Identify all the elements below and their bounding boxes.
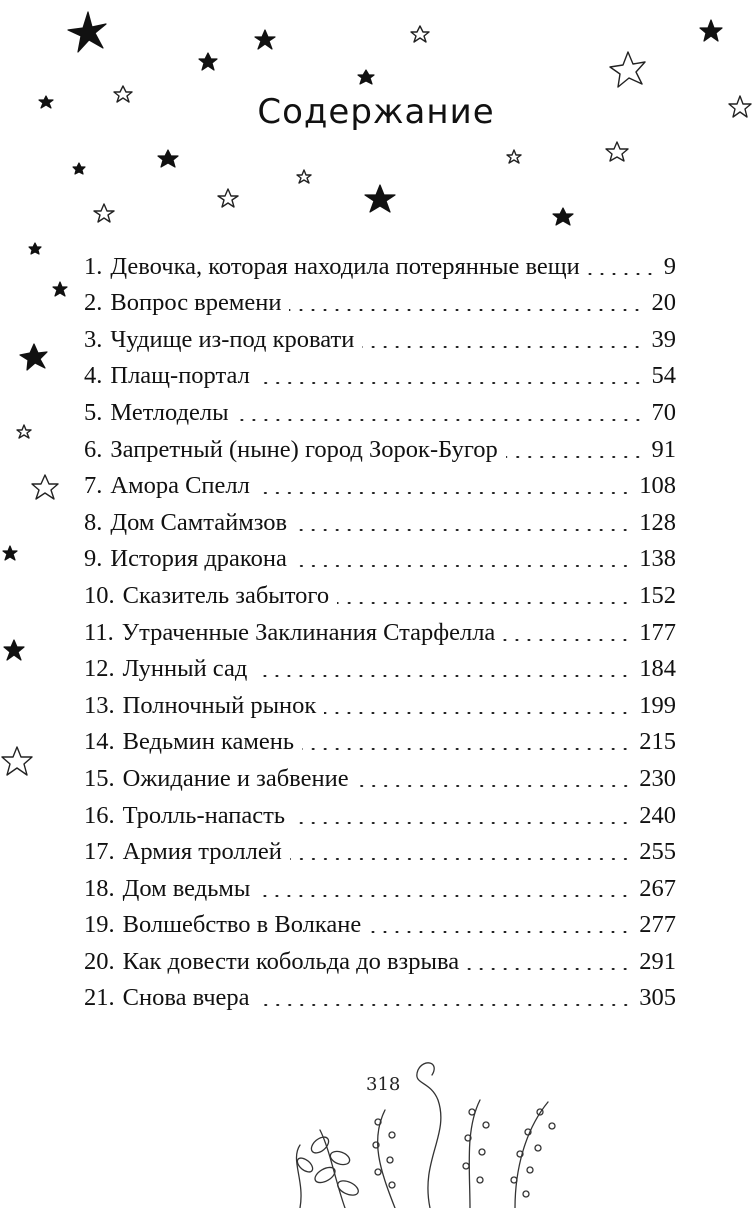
dot-leader	[295, 529, 631, 531]
chapter-number: 2.	[84, 289, 103, 317]
chapter-title: Армия троллей	[122, 838, 282, 866]
dot-leader	[258, 382, 644, 384]
chapter-number: 15.	[84, 764, 115, 792]
chapter-page-number: 20	[651, 289, 676, 317]
star-icon	[365, 185, 395, 212]
fern-frond	[469, 1100, 480, 1208]
toc-entry	[84, 720, 676, 757]
chapter-number: 1.	[84, 252, 103, 280]
star-icon	[68, 12, 106, 52]
chapter-page-number: 138	[639, 545, 676, 573]
toc-entry	[84, 317, 676, 354]
toc-entry	[84, 244, 676, 281]
chapter-title: Как довести кобольда до взрыва	[122, 947, 460, 975]
dot-leader	[258, 492, 631, 494]
star-icon	[411, 26, 429, 42]
star-icon	[53, 282, 67, 296]
star-icon	[94, 204, 114, 222]
toc-entry	[84, 390, 676, 427]
star-icon	[4, 640, 24, 660]
toc-entry	[84, 866, 676, 903]
chapter-title: Тролль-напасть	[122, 801, 286, 829]
dot-leader	[258, 895, 631, 897]
dot-leader	[295, 565, 631, 567]
chapter-title: Чудище из-под кровати	[110, 325, 355, 353]
chapter-page-number: 199	[639, 691, 676, 719]
chapter-number: 12.	[84, 655, 115, 683]
chapter-title: История дракона	[110, 545, 287, 573]
dot-leader	[302, 748, 631, 750]
dot-leader	[293, 822, 631, 824]
chapter-number: 7.	[84, 472, 103, 500]
chapter-number: 6.	[84, 435, 103, 463]
toc-entry	[84, 793, 676, 830]
chapter-number: 21.	[84, 984, 115, 1012]
chapter-number: 14.	[84, 728, 115, 756]
chapter-title: Дом ведьмы	[122, 874, 251, 902]
chapter-number: 17.	[84, 838, 115, 866]
chapter-number: 3.	[84, 325, 103, 353]
chapter-title: Девочка, которая находила потерянные вещи	[110, 252, 580, 280]
chapter-title: Дом Самтаймзов	[110, 508, 288, 536]
star-icon	[553, 208, 573, 225]
star-icon	[199, 53, 217, 70]
chapter-title: Снова вчера	[122, 984, 250, 1012]
star-icon	[17, 425, 31, 438]
toc-entry	[84, 939, 676, 976]
chapter-page-number: 291	[639, 947, 676, 975]
dot-leader	[337, 602, 631, 604]
chapter-page-number: 267	[639, 874, 676, 902]
chapter-title: Сказитель забытого	[122, 581, 330, 609]
chapter-number: 18.	[84, 874, 115, 902]
chapter-page-number: 39	[651, 325, 676, 353]
star-icon	[700, 20, 722, 41]
toc-entry	[84, 427, 676, 464]
chapter-title: Волшебство в Волкане	[122, 911, 362, 939]
chapter-number: 13.	[84, 691, 115, 719]
fern-illustration	[0, 1040, 752, 1208]
toc-entry	[84, 683, 676, 720]
dot-leader	[255, 675, 631, 677]
chapter-page-number: 255	[639, 838, 676, 866]
dot-leader	[290, 858, 631, 860]
toc-entry	[84, 756, 676, 793]
chapter-page-number: 128	[639, 508, 676, 536]
chapter-page-number: 91	[651, 435, 676, 463]
toc-entry	[84, 464, 676, 501]
chapter-title: Полночный рынок	[122, 691, 317, 719]
table-of-contents	[84, 244, 676, 1012]
dot-leader	[503, 639, 631, 641]
dot-leader	[588, 273, 656, 275]
chapter-page-number: 54	[651, 362, 676, 390]
chapter-title: Амора Спелл	[110, 472, 250, 500]
dot-leader	[369, 931, 631, 933]
fern-frond	[515, 1102, 548, 1208]
chapter-number: 11.	[84, 618, 114, 646]
star-icon	[610, 52, 645, 87]
chapter-title: Плащ-портал	[110, 362, 250, 390]
star-icon	[73, 163, 85, 174]
chapter-page-number: 277	[639, 911, 676, 939]
chapter-page-number: 305	[639, 984, 676, 1012]
star-icon	[2, 747, 32, 775]
chapter-page-number: 152	[639, 581, 676, 609]
dot-leader	[357, 785, 632, 787]
toc-entry	[84, 537, 676, 574]
chapter-number: 20.	[84, 947, 115, 975]
chapter-page-number: 70	[651, 398, 676, 426]
chapter-title: Запретный (ныне) город Зорок-Бугор	[110, 435, 498, 463]
toc-entry	[84, 281, 676, 318]
chapter-number: 16.	[84, 801, 115, 829]
chapter-page-number: 215	[639, 728, 676, 756]
dot-leader	[324, 712, 631, 714]
toc-entry	[84, 976, 676, 1013]
star-icon	[218, 189, 238, 207]
toc-entry	[84, 647, 676, 684]
toc-entry	[84, 354, 676, 391]
chapter-page-number: 230	[639, 764, 676, 792]
chapter-title: Лунный сад	[122, 655, 248, 683]
chapter-title: Ожидание и забвение	[122, 764, 349, 792]
star-icon	[29, 243, 41, 254]
star-icon	[158, 150, 178, 167]
dot-leader	[506, 456, 644, 458]
star-icon	[32, 475, 58, 499]
dot-leader	[362, 346, 643, 348]
star-icon	[255, 30, 275, 49]
chapter-number: 5.	[84, 398, 103, 426]
chapter-number: 19.	[84, 911, 115, 939]
chapter-number: 8.	[84, 508, 103, 536]
toc-entry	[84, 610, 676, 647]
dot-leader	[289, 309, 643, 311]
chapter-title: Утраченные Заклинания Старфелла	[121, 618, 496, 646]
chapter-page-number: 177	[639, 618, 676, 646]
chapter-number: 4.	[84, 362, 103, 390]
star-icon	[358, 70, 374, 84]
page-number: 318	[366, 1074, 401, 1095]
dot-leader	[467, 968, 631, 970]
page-title: Содержание	[257, 92, 495, 132]
toc-entry	[84, 573, 676, 610]
chapter-page-number: 184	[639, 655, 676, 683]
star-icon	[3, 546, 17, 560]
toc-entry	[84, 903, 676, 940]
toc-entry	[84, 830, 676, 867]
chapter-page-number: 108	[639, 472, 676, 500]
chapter-title: Ведьмин камень	[122, 728, 295, 756]
chapter-page-number: 240	[639, 801, 676, 829]
chapter-number: 10.	[84, 581, 115, 609]
chapter-page-number: 9	[663, 252, 676, 280]
star-icon	[297, 170, 311, 183]
toc-entry	[84, 500, 676, 537]
chapter-title: Метлоделы	[110, 398, 229, 426]
curl-stem	[417, 1063, 441, 1208]
leaf-branch	[296, 1145, 301, 1208]
dot-leader	[258, 1004, 632, 1006]
star-icon	[606, 142, 628, 161]
dot-leader	[237, 419, 644, 421]
chapter-title: Вопрос времени	[110, 289, 282, 317]
star-icon	[507, 150, 521, 163]
chapter-number: 9.	[84, 545, 103, 573]
star-icon	[20, 344, 47, 370]
